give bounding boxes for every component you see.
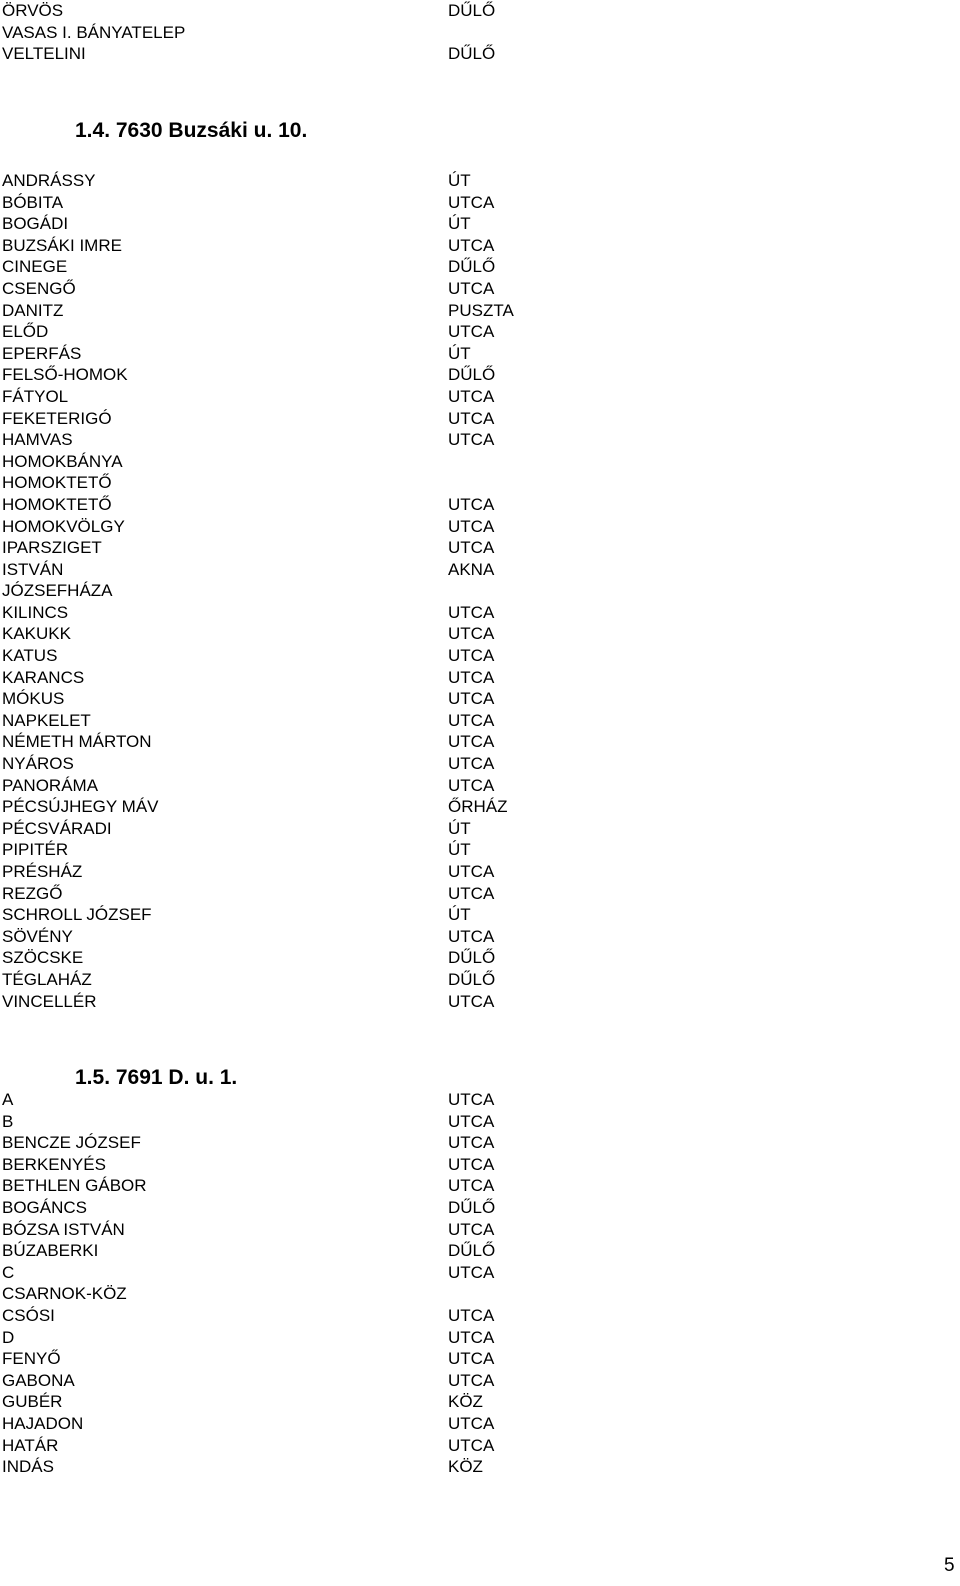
street-name: NYÁROS [2, 754, 74, 774]
street-row [0, 1413, 960, 1435]
street-type: KÖZ [448, 1457, 483, 1477]
street-type: UTCA [448, 538, 495, 558]
street-type: UTCA [448, 602, 495, 622]
street-type: ÚT [448, 905, 471, 925]
street-type: UTCA [448, 775, 495, 795]
street-type: UTCA [448, 322, 495, 342]
street-row [0, 364, 960, 386]
street-row [0, 1240, 960, 1262]
street-row [0, 22, 960, 44]
street-name: PÉCSÚJHEGY MÁV [2, 797, 159, 817]
street-type: DŰLŐ [448, 44, 496, 64]
street-type: UTCA [448, 1413, 495, 1433]
street-name: BOGÁNCS [2, 1197, 88, 1217]
street-row [0, 731, 960, 753]
street-type: UTCA [448, 862, 495, 881]
street-row [0, 1262, 960, 1284]
street-type: UTCA [448, 646, 495, 666]
street-type: DŰLŐ [448, 1, 496, 20]
street-row [0, 1154, 960, 1176]
street-row [0, 991, 960, 1013]
street-name: KATUS [2, 646, 58, 666]
street-row [0, 1111, 960, 1133]
street-list-top [0, 0, 960, 65]
street-row [0, 408, 960, 430]
street-row [0, 796, 960, 818]
street-type: ÚT [448, 818, 471, 838]
street-row [0, 667, 960, 689]
street-row [0, 537, 960, 559]
street-name: A [2, 1090, 14, 1109]
street-name: KAKUKK [2, 624, 71, 644]
street-name: TÉGLAHÁZ [2, 969, 92, 989]
street-name: FENYŐ [2, 1349, 61, 1369]
street-type: UTCA [448, 1219, 495, 1239]
street-row [0, 602, 960, 624]
street-type: UTCA [448, 494, 495, 514]
street-type: UTCA [448, 430, 495, 450]
street-row [0, 1348, 960, 1370]
street-name: FELSŐ-HOMOK [2, 365, 128, 385]
street-row [0, 494, 960, 516]
street-row [0, 623, 960, 645]
section-heading-buzsaki: 1.4. 7630 Buzsáki u. 10. [75, 119, 308, 142]
street-type: UTCA [448, 1111, 495, 1131]
street-type: UTCA [448, 667, 495, 687]
street-type: DŰLŐ [448, 1241, 496, 1261]
street-type: UTCA [448, 1435, 495, 1455]
street-row [0, 688, 960, 710]
street-type: UTCA [448, 408, 495, 428]
street-type: UTCA [448, 516, 495, 536]
street-type: UTCA [448, 991, 495, 1011]
street-name: GUBÉR [2, 1392, 63, 1412]
street-type: AKNA [448, 559, 495, 579]
street-row [0, 926, 960, 948]
street-row [0, 516, 960, 538]
street-row [0, 1132, 960, 1154]
street-type: UTCA [448, 1133, 495, 1153]
street-name: ISTVÁN [2, 559, 64, 579]
street-name: BERKENYÉS [2, 1154, 106, 1174]
street-list-buzsaki [0, 170, 960, 1012]
street-name: ANDRÁSSY [2, 171, 96, 190]
street-type: ÚT [448, 840, 471, 860]
street-name: HOMOKVÖLGY [2, 516, 125, 536]
street-name: CSENGŐ [2, 278, 76, 298]
street-name: BOGÁDI [2, 214, 69, 234]
street-row [0, 472, 960, 494]
street-type: UTCA [448, 235, 495, 255]
street-row [0, 559, 960, 581]
street-name: NÉMETH MÁRTON [2, 732, 152, 752]
street-type: PUSZTA [448, 300, 514, 320]
street-type: DŰLŐ [448, 1197, 496, 1217]
street-name: PRÉSHÁZ [2, 862, 83, 881]
street-row [0, 321, 960, 343]
street-row [0, 1305, 960, 1327]
street-name: FÁTYOL [2, 386, 69, 406]
street-name: VINCELLÉR [2, 991, 97, 1011]
street-row [0, 753, 960, 775]
street-type: ÚT [448, 214, 471, 234]
street-name: GABONA [2, 1370, 75, 1390]
street-name: PANORÁMA [2, 775, 99, 795]
street-type: UTCA [448, 1370, 495, 1390]
street-name: JÓZSEFHÁZA [2, 581, 113, 601]
street-row [0, 213, 960, 235]
street-row [0, 1197, 960, 1219]
street-row [0, 1219, 960, 1241]
street-type: ÚT [448, 343, 471, 363]
street-row [0, 170, 960, 192]
street-name: SZÖCSKE [2, 948, 84, 968]
street-name: BUZSÁKI IMRE [2, 235, 122, 255]
street-name: BÚZABERKI [2, 1241, 99, 1261]
street-name: SÖVÉNY [2, 926, 73, 946]
street-type: DŰLŐ [448, 969, 496, 989]
street-type: ÚT [448, 171, 471, 190]
street-type: UTCA [448, 1262, 495, 1282]
street-type: DŰLŐ [448, 948, 496, 968]
street-type: UTCA [448, 689, 495, 709]
street-type: DŰLŐ [448, 257, 496, 277]
street-name: HAJADON [2, 1413, 84, 1433]
street-name: HOMOKTETŐ [2, 494, 112, 514]
street-name: BETHLEN GÁBOR [2, 1176, 147, 1196]
street-type: UTCA [448, 710, 495, 730]
street-name: NAPKELET [2, 710, 91, 730]
street-row [0, 645, 960, 667]
street-name: HOMOKTETŐ [2, 473, 112, 493]
street-type: DŰLŐ [448, 365, 496, 385]
street-name: DANITZ [2, 300, 64, 320]
street-name: MÓKUS [2, 689, 65, 709]
street-row [0, 386, 960, 408]
street-name: VASAS I. BÁNYATELEP [2, 22, 186, 42]
street-type: KÖZ [448, 1392, 483, 1412]
street-type: UTCA [448, 624, 495, 644]
street-row [0, 861, 960, 883]
street-name: IPARSZIGET [2, 538, 102, 558]
street-name: C [2, 1262, 15, 1282]
street-row [0, 775, 960, 797]
street-name: ÖRVÖS [2, 1, 64, 20]
street-name: B [2, 1111, 14, 1131]
street-row [0, 1283, 960, 1305]
street-name: CINEGE [2, 257, 68, 277]
street-type: UTCA [448, 754, 495, 774]
street-row [0, 451, 960, 473]
street-row [0, 947, 960, 969]
street-type: UTCA [448, 926, 495, 946]
street-row [0, 1435, 960, 1457]
street-name: BENCZE JÓZSEF [2, 1133, 141, 1153]
street-name: SCHROLL JÓZSEF [2, 905, 152, 925]
section-heading-d-utca: 1.5. 7691 D. u. 1. [75, 1066, 238, 1089]
street-name: VELTELINI [2, 44, 86, 64]
street-name: HATÁR [2, 1435, 59, 1455]
street-name: KARANCS [2, 667, 85, 687]
street-name: EPERFÁS [2, 343, 82, 363]
street-type: UTCA [448, 278, 495, 298]
street-name: ELŐD [2, 322, 49, 342]
street-name: BÓZSA ISTVÁN [2, 1219, 125, 1239]
street-row [0, 235, 960, 257]
street-type: UTCA [448, 732, 495, 752]
street-row [0, 1089, 960, 1111]
street-row [0, 839, 960, 861]
street-name: CSARNOK-KÖZ [2, 1284, 127, 1304]
street-name: HAMVAS [2, 430, 73, 450]
street-name: D [2, 1327, 15, 1347]
street-row [0, 904, 960, 926]
street-type: UTCA [448, 1349, 495, 1369]
street-row [0, 883, 960, 905]
street-type: UTCA [448, 1327, 495, 1347]
street-row [0, 1391, 960, 1413]
street-row [0, 969, 960, 991]
street-name: BÓBITA [2, 192, 64, 212]
street-name: INDÁS [2, 1457, 54, 1477]
street-row [0, 818, 960, 840]
street-type: ŐRHÁZ [448, 797, 508, 817]
page-number: 5 [944, 1555, 955, 1576]
street-name: FEKETERIGÓ [2, 408, 112, 428]
street-row [0, 710, 960, 732]
street-row [0, 192, 960, 214]
street-row [0, 1175, 960, 1197]
street-name: REZGŐ [2, 883, 63, 903]
street-name: PÉCSVÁRADI [2, 818, 112, 838]
street-row [0, 300, 960, 322]
street-row [0, 256, 960, 278]
street-row [0, 278, 960, 300]
street-list-d-utca [0, 1089, 960, 1478]
street-row [0, 1370, 960, 1392]
street-row [0, 1327, 960, 1349]
street-row [0, 343, 960, 365]
street-row [0, 0, 960, 22]
street-type: UTCA [448, 192, 495, 212]
street-name: HOMOKBÁNYA [2, 451, 123, 471]
street-type: UTCA [448, 386, 495, 406]
street-type: UTCA [448, 1176, 495, 1196]
street-row [0, 580, 960, 602]
street-row [0, 1456, 960, 1478]
street-row [0, 429, 960, 451]
street-type: UTCA [448, 883, 495, 903]
street-type: UTCA [448, 1305, 495, 1325]
street-name: CSÓSI [2, 1305, 55, 1325]
street-row [0, 43, 960, 65]
street-type: UTCA [448, 1154, 495, 1174]
street-type: UTCA [448, 1090, 495, 1109]
street-name: PIPITÉR [2, 840, 69, 860]
street-name: KILINCS [2, 602, 69, 622]
